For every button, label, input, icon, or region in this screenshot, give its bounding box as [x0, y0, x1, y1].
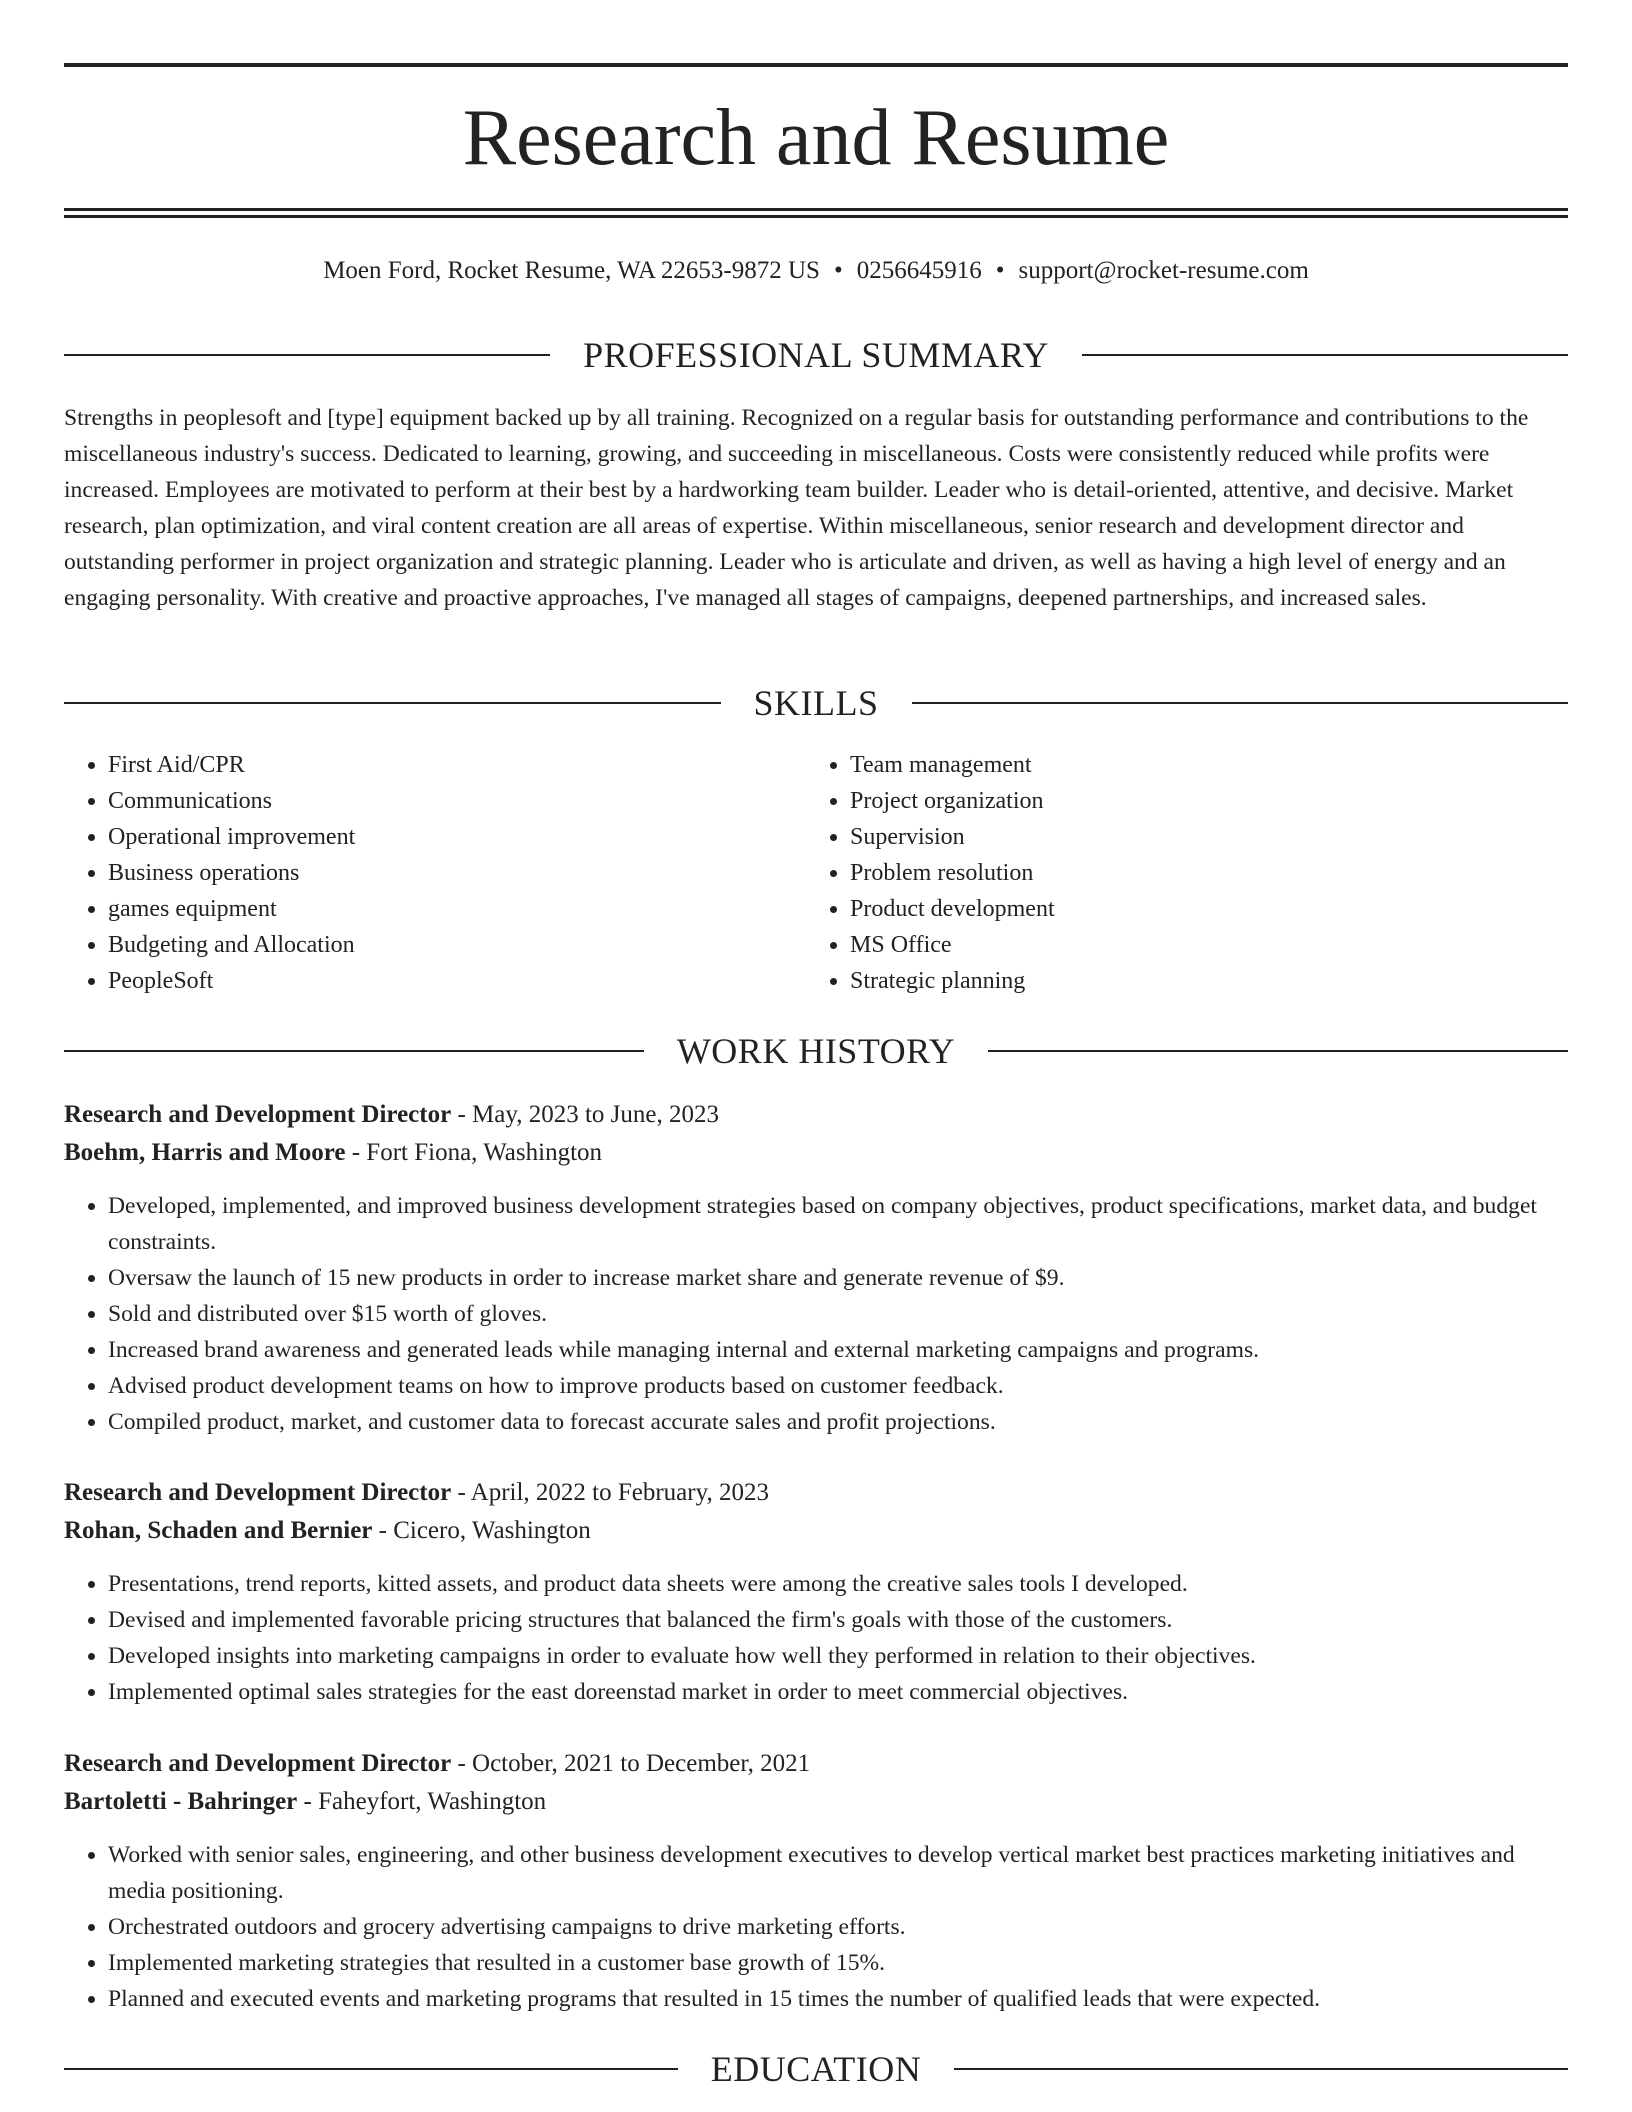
- skills-column-right: [806, 747, 1548, 999]
- skills-heading-title: SKILLS: [753, 683, 879, 723]
- heading-rule-right: [1082, 354, 1568, 356]
- job-company: Boehm, Harris and Moore: [64, 1139, 346, 1166]
- job-bullets: [64, 1188, 1568, 1440]
- skill-item: • Project organization: [850, 783, 1548, 819]
- job-location: - Cicero, Washington: [372, 1517, 591, 1544]
- job-company-line: [64, 1512, 1568, 1550]
- heading-rule-right: [912, 702, 1569, 704]
- job-bullet: • Implemented marketing strategies that resulted in a customer base growth of 15%.: [108, 1945, 1568, 1981]
- skill-item: • First Aid/CPR: [108, 747, 806, 783]
- job-title-line: [64, 1474, 1568, 1512]
- job-bullets: [64, 1837, 1568, 2017]
- job-bullet: • Orchestrated outdoors and grocery advertising campaigns to drive marketing efforts.: [108, 1909, 1568, 1945]
- summary-heading-title: PROFESSIONAL SUMMARY: [583, 335, 1049, 375]
- contact-separator-1: •: [833, 257, 843, 284]
- job-title-line: [64, 1096, 1568, 1134]
- summary-text: Strengths in peoplesoft and [type] equipment backed up by all training. Recognized on a regular basis for outstanding performance and contributions to the miscellaneous industry's success. Dedicated to learning, growing, and succeeding in miscellaneous. Costs were consistently reduced while profits were increased. Employees are motivated to perform at their best by a hardworking team builder. Leader who is detail-oriented, attentive, and decisive. Market research, plan optimization, and viral content creation are all areas of expertise. Within miscellaneous, senior research and development director and outstanding performer in project organization and strategic planning. Leader who is articulate and driven, as well as having a high level of energy and an engaging personality. With creative and proactive approaches, I've managed all stages of campaigns, deepened partnerships, and increased sales.: [64, 405, 1529, 611]
- job-bullets: [64, 1566, 1568, 1710]
- skill-item: • Communications: [108, 783, 806, 819]
- summary-section-heading: [64, 332, 1568, 378]
- resume-name: Research and Resume: [462, 94, 1170, 182]
- job-dates: - October, 2021 to December, 2021: [451, 1750, 811, 1777]
- skill-item: • Business operations: [108, 855, 806, 891]
- skill-item: • Supervision: [850, 819, 1548, 855]
- work-history-heading-title: WORK HISTORY: [676, 1031, 956, 1071]
- skill-item: • Problem resolution: [850, 855, 1548, 891]
- job-title-line: [64, 1745, 1568, 1783]
- heading-rule-right: [954, 2068, 1568, 2070]
- contact-email: support@rocket-resume.com: [1018, 257, 1309, 284]
- job-bullet: • Oversaw the launch of 15 new products in order to increase market share and generate revenue of $9.: [108, 1260, 1568, 1296]
- job-bullet: • Advised product development teams on how to improve products based on customer feedback.: [108, 1368, 1568, 1404]
- job-location: - Faheyfort, Washington: [297, 1788, 547, 1815]
- heading-rule-left: [64, 1050, 644, 1052]
- job-location: - Fort Fiona, Washington: [345, 1139, 603, 1166]
- job-bullet: • Increased brand awareness and generated leads while managing internal and external marketing campaigns and programs.: [108, 1332, 1568, 1368]
- job-bullet: • Presentations, trend reports, kitted assets, and product data sheets were among the creative sales tools I developed.: [108, 1566, 1568, 1602]
- heading-rule-left: [64, 702, 721, 704]
- skill-item: • Strategic planning: [850, 963, 1548, 999]
- skills-section-heading: [64, 680, 1568, 726]
- top-rule-divider: [64, 63, 1568, 67]
- job-dates: - May, 2023 to June, 2023: [451, 1101, 719, 1128]
- job-company-line: [64, 1783, 1568, 1821]
- education-section-heading: [64, 2046, 1568, 2092]
- skill-item: • Team management: [850, 747, 1548, 783]
- job-entry: [64, 1096, 1568, 1440]
- contact-phone: 0256645916: [856, 257, 982, 284]
- work-history-section-heading: [64, 1028, 1568, 1074]
- skill-item: • Operational improvement: [108, 819, 806, 855]
- job-company: Rohan, Schaden and Bernier: [64, 1517, 373, 1544]
- skill-item: • MS Office: [850, 927, 1548, 963]
- skill-item: • PeopleSoft: [108, 963, 806, 999]
- job-title: Research and Development Director: [64, 1750, 452, 1777]
- heading-rule-right: [988, 1050, 1568, 1052]
- skill-item: • Budgeting and Allocation: [108, 927, 806, 963]
- skill-item: • games equipment: [108, 891, 806, 927]
- job-bullet: • Planned and executed events and marketing programs that resulted in 15 times the number of qualified leads that were expected.: [108, 1981, 1568, 2017]
- heading-rule-left: [64, 2068, 678, 2070]
- job-bullet: • Developed insights into marketing campaigns in order to evaluate how well they performed in relation to their objectives.: [108, 1638, 1568, 1674]
- job-title: Research and Development Director: [64, 1479, 452, 1506]
- skill-item: • Product development: [850, 891, 1548, 927]
- job-dates: - April, 2022 to February, 2023: [451, 1479, 769, 1506]
- education-heading-title: EDUCATION: [710, 2049, 922, 2089]
- job-bullet: • Developed, implemented, and improved business development strategies based on company objectives, product specifications, market data, and budget constraints.: [108, 1188, 1568, 1260]
- job-entry: [64, 1745, 1568, 2017]
- contact-info: [64, 254, 1568, 288]
- double-rule-divider: [64, 208, 1568, 218]
- job-bullet: • Compiled product, market, and customer data to forecast accurate sales and profit projections.: [108, 1404, 1568, 1440]
- job-entry: [64, 1474, 1568, 1710]
- contact-address: Moen Ford, Rocket Resume, WA 22653-9872 US: [323, 257, 820, 284]
- job-bullet: • Worked with senior sales, engineering, and other business development executives to develop vertical market best practices marketing initiatives and media positioning.: [108, 1837, 1568, 1909]
- contact-separator-2: •: [995, 257, 1005, 284]
- job-title: Research and Development Director: [64, 1101, 452, 1128]
- job-bullet: • Devised and implemented favorable pricing structures that balanced the firm's goals with those of the customers.: [108, 1602, 1568, 1638]
- skills-column-left: [64, 747, 806, 999]
- skills-list: [64, 747, 1568, 999]
- heading-rule-left: [64, 354, 550, 356]
- job-bullet: • Sold and distributed over $15 worth of gloves.: [108, 1296, 1568, 1332]
- job-bullet: • Implemented optimal sales strategies for the east doreenstad market in order to meet commercial objectives.: [108, 1674, 1568, 1710]
- job-company-line: [64, 1134, 1568, 1172]
- job-company: Bartoletti - Bahringer: [64, 1788, 298, 1815]
